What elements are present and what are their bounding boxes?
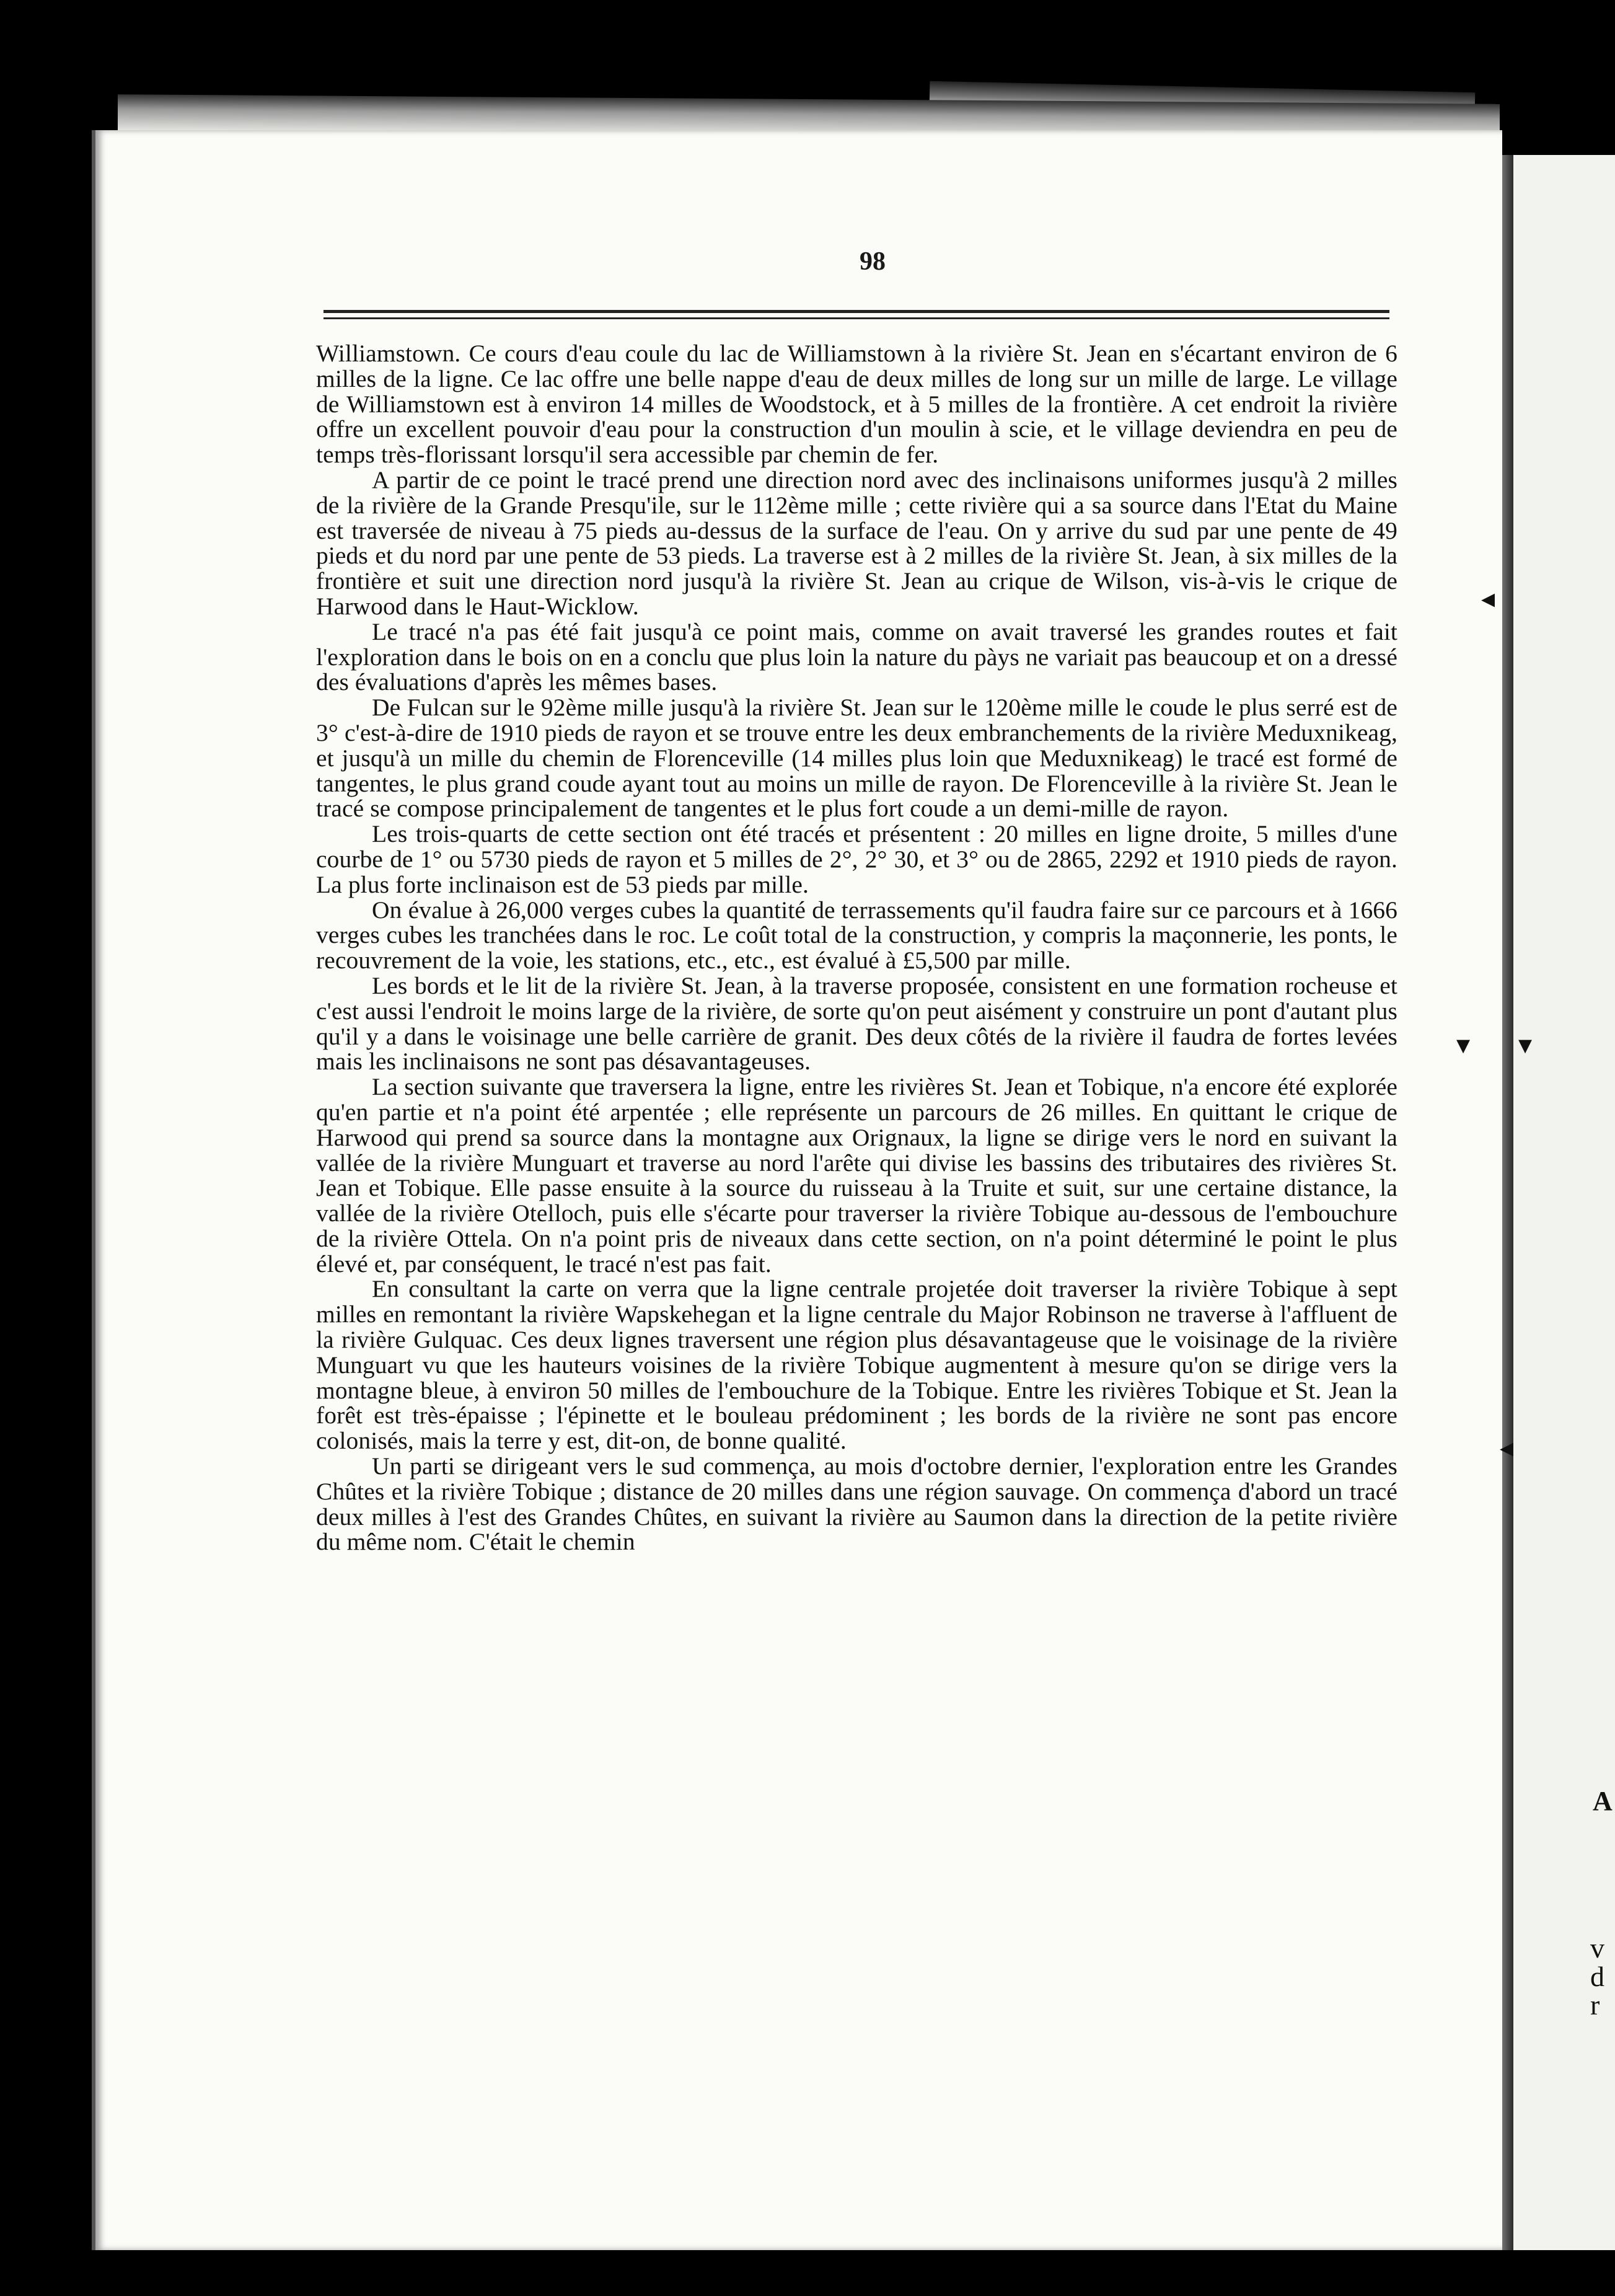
paragraph: On évalue à 26,000 verges cubes la quantité de terrassements qu'il faudra faire sur ce parcours et à 1666 verges cubes les tranchées dans le roc. Le coût total de la construction, y compris la maçonnerie, les ponts, le recouvrement de la voie, les stations, etc., etc., est évalué à £5,500 par mille. <box>316 896 1397 974</box>
header-rule-thick <box>323 310 1389 313</box>
paragraph: De Fulcan sur le 92ème mille jusqu'à la rivière St. Jean sur le 120ème mille le coude le plus serré est de 3° c'est-à-dire de 1910 pieds de rayon et se trouve entre les deux embranchements de la rivière Meduxnikeag, et jusqu'à un mille du chemin de Florenceville (14 milles plus loin que Meduxnikeag) le tracé est formé de tangentes, le plus grand coude ayant tout au moins un mille de rayon. De Florenceville à la rivière St. Jean le tracé se compose principalement de tangentes et le plus fort coude a un demi-mille de rayon. <box>316 694 1397 823</box>
margin-mark-2: ▾ <box>1456 1030 1471 1060</box>
paragraph: Le tracé n'a pas été fait jusqu'à ce point mais, comme on avait traversé les grandes routes et fait l'exploration dans le bois on en a conclu que plus loin la nature du pàys ne variait pas beaucoup et on a dressé des évaluations d'après les mêmes bases. <box>316 617 1397 696</box>
paragraph: Les trois-quarts de cette section ont été tracés et présentent : 20 milles en ligne droite, 5 milles d'une courbe de 1° ou 5730 pieds de rayon et 5 milles de 2°, 2° 30, et 3° ou de 2865, 2292 et 1910 pieds de rayon. La plus forte inclinaison est de 53 pieds par mille. <box>316 820 1397 898</box>
background-left <box>0 0 92 2296</box>
paragraph: Les bords et le lit de la rivière St. Jean, à la traverse proposée, consistent en une formation rocheuse et c'est aussi l'endroit le moins large de la rivière, de sorte qu'on peut aisément y construire un pont d'autant plus qu'il y a dans le voisinage une belle carrière de granit. Des deux côtés de la rivière il faudra de fortes levées mais les inclinaisons ne sont pas désavantageuses. <box>316 971 1397 1075</box>
facing-line: d <box>1590 1961 1604 1992</box>
page-body <box>316 341 1397 2027</box>
paragraph: Un parti se dirigeant vers le sud commença, au mois d'octobre dernier, l'exploration entre les Grandes Chûtes et la rivière Tobique ; distance de 20 milles dans une région sauvage. On commença d'abord un tracé deux milles à l'est des Grandes Chûtes, en suivant la rivière au Saumon dans la direction de la petite rivière du même nom. C'était le chemin <box>316 1452 1397 1556</box>
margin-mark-3: ▾ <box>1518 1030 1533 1060</box>
paragraph: En consultant la carte on verra que la ligne centrale projetée doit traverser la rivière Tobique à sept milles en remontant la rivière Wapskehegan et la ligne centrale du Major Robinson ne traverse à l'affluent de la rivière Gulquac. Ces deux lignes traversent une région plus désavantageuse que le voisinage de la rivière Munguart vu que les hauteurs voisines de la rivière Tobique augmentent à mesure qu'on se dirige vers la montagne bleue, à environ 50 milles de l'embouchure de la Tobique. Entre les rivières Tobique et St. Jean la forêt est très-épaisse ; l'épinette et le bouleau prédominent ; les bords de la rivière ne sont pas encore colonisés, mais la terre y est, dit-on, de bonne qualité. <box>316 1275 1397 1455</box>
margin-mark-1: ◂ <box>1481 583 1495 614</box>
paragraph: A partir de ce point le tracé prend une direction nord avec des inclinaisons uniformes jusqu'à 2 milles de la rivière de la Grande Presqu'ile, sur le 112ème mille ; cette rivière qui a sa source dans l'Etat du Maine est traversée de niveau à 75 pieds au-dessus de la surface de l'eau. On y arrive du sud par une pente de 49 pieds et du nord par une pente de 53 pieds. La traverse est à 2 milles de la rivière St. Jean, à six milles de la frontière et suit une direction nord jusqu'à la rivière St. Jean au crique de Wilson, vis-à-vis le crique de Harwood dans le Haut-Wicklow. <box>316 466 1397 620</box>
header-rule-thin <box>323 317 1389 319</box>
page-number: 98 <box>860 247 886 276</box>
facing-page-text <box>1590 1934 1615 2020</box>
facing-line: v <box>1590 1932 1604 1964</box>
paragraph: La section suivante que traversera la ligne, entre les rivières St. Jean et Tobique, n'a encore été explorée qu'en partie et n'a point été arpentée ; elle représente un parcours de 26 milles. En quittant le crique de Harwood qui prend sa source dans la montagne aux Orignaux, la ligne se dirige vers le nord en suivant la vallée de la rivière Munguart et traverse au nord l'arête qui divise les bassins des tributaires des rivières St. Jean et Tobique. Elle passe ensuite à la source du ruisseau à la Truite et suit, sur une certaine distance, la vallée de la rivière Otelloch, puis elle s'écarte pour traverser la rivière Tobique au-dessous de l'embouchure de la rivière Ottela. On n'a point pris de niveaux dans cette section, on n'a point déterminé le point le plus élevé et, par conséquent, le tracé n'est pas fait. <box>316 1073 1397 1278</box>
margin-mark-5: A <box>1593 1786 1613 1816</box>
paragraph: Williamstown. Ce cours d'eau coule du lac de Williamstown à la rivière St. Jean en s'écartant environ de 6 milles de la ligne. Ce lac offre une belle nappe d'eau de deux milles de long sur un mille de large. Le village de Williamstown est à environ 14 milles de Woodstock, et à 5 milles de la frontière. A cet endroit la rivière offre un excellent pouvoir d'eau pour la construction d'un moulin à scie, et le village deviendra en peu de temps très-florissant lorsqu'il sera accessible par chemin de fer. <box>316 340 1397 469</box>
margin-mark-4: ◂ <box>1500 1433 1514 1463</box>
facing-line: r <box>1590 1989 1600 2021</box>
